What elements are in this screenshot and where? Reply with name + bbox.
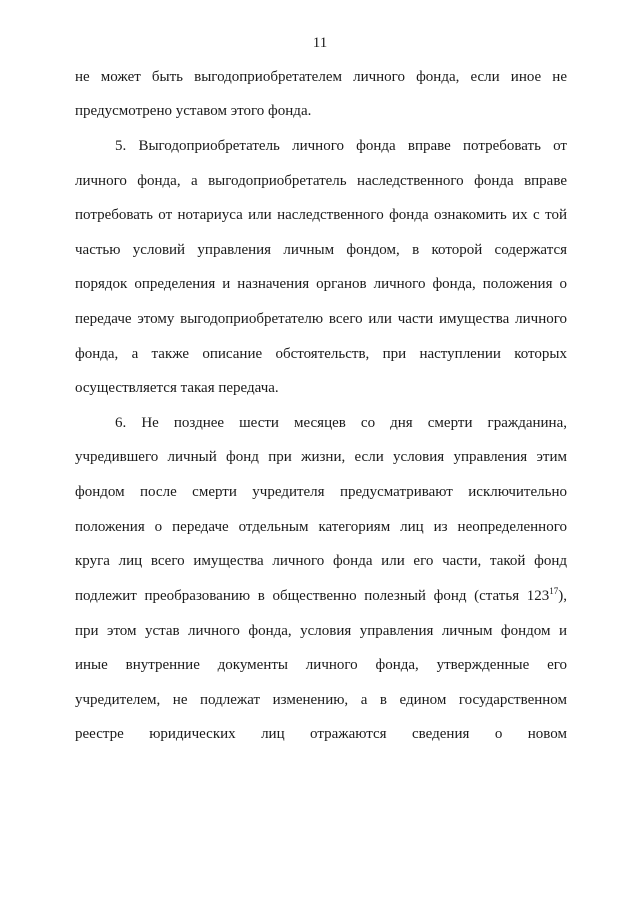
- text-line: не может быть выгодоприобретателем личного фонда, если иное не: [75, 69, 567, 85]
- text-line: потребовать от нотариуса или наследственного фонда ознакомить их с той: [75, 207, 567, 223]
- paragraph-5-start: 5. Выгодоприобретатель личного фонда вправе потребовать от: [115, 138, 567, 154]
- text-line: предусмотрено уставом этого фонда.: [75, 103, 312, 119]
- line-text-end: ),: [558, 588, 567, 604]
- text-line-with-superscript: [75, 586, 567, 606]
- text-line: передаче этому выгодоприобретателю всего или части имущества личного: [75, 311, 567, 327]
- text-line: учредившего личный фонд при жизни, если условия управления этим: [75, 449, 567, 465]
- text-line: осуществляется такая передача.: [75, 380, 279, 396]
- text-line: порядок определения и назначения органов личного фонда, положения о: [75, 276, 567, 292]
- text-line: положения о передаче отдельным категориям лиц из неопределенного: [75, 519, 567, 535]
- line-text: подлежит преобразованию в общественно полезный фонд (статья 123: [75, 588, 550, 604]
- text-line: учредителем, не подлежат изменению, а в едином государственном: [75, 692, 567, 708]
- text-line: круга лиц всего имущества личного фонда или его части, такой фонд: [75, 553, 567, 569]
- page-number: 11: [312, 35, 328, 51]
- text-line: фонда, а также описание обстоятельств, при наступлении которых: [75, 346, 567, 362]
- text-line: иные внутренние документы личного фонда, утвержденные его: [75, 657, 567, 673]
- text-line: частью условий управления личным фондом, в которой содержатся: [75, 242, 567, 258]
- text-line: реестре юридических лиц отражаются сведения о новом: [75, 726, 567, 742]
- article-superscript: 17: [549, 586, 559, 596]
- paragraph-6-start: 6. Не позднее шести месяцев со дня смерти гражданина,: [115, 415, 567, 431]
- text-line: фондом после смерти учредителя предусматривают исключительно: [75, 484, 567, 500]
- text-line: личного фонда, а выгодоприобретатель наследственного фонда вправе: [75, 173, 567, 189]
- text-line: при этом устав личного фонда, условия управления личным фондом и: [75, 623, 567, 639]
